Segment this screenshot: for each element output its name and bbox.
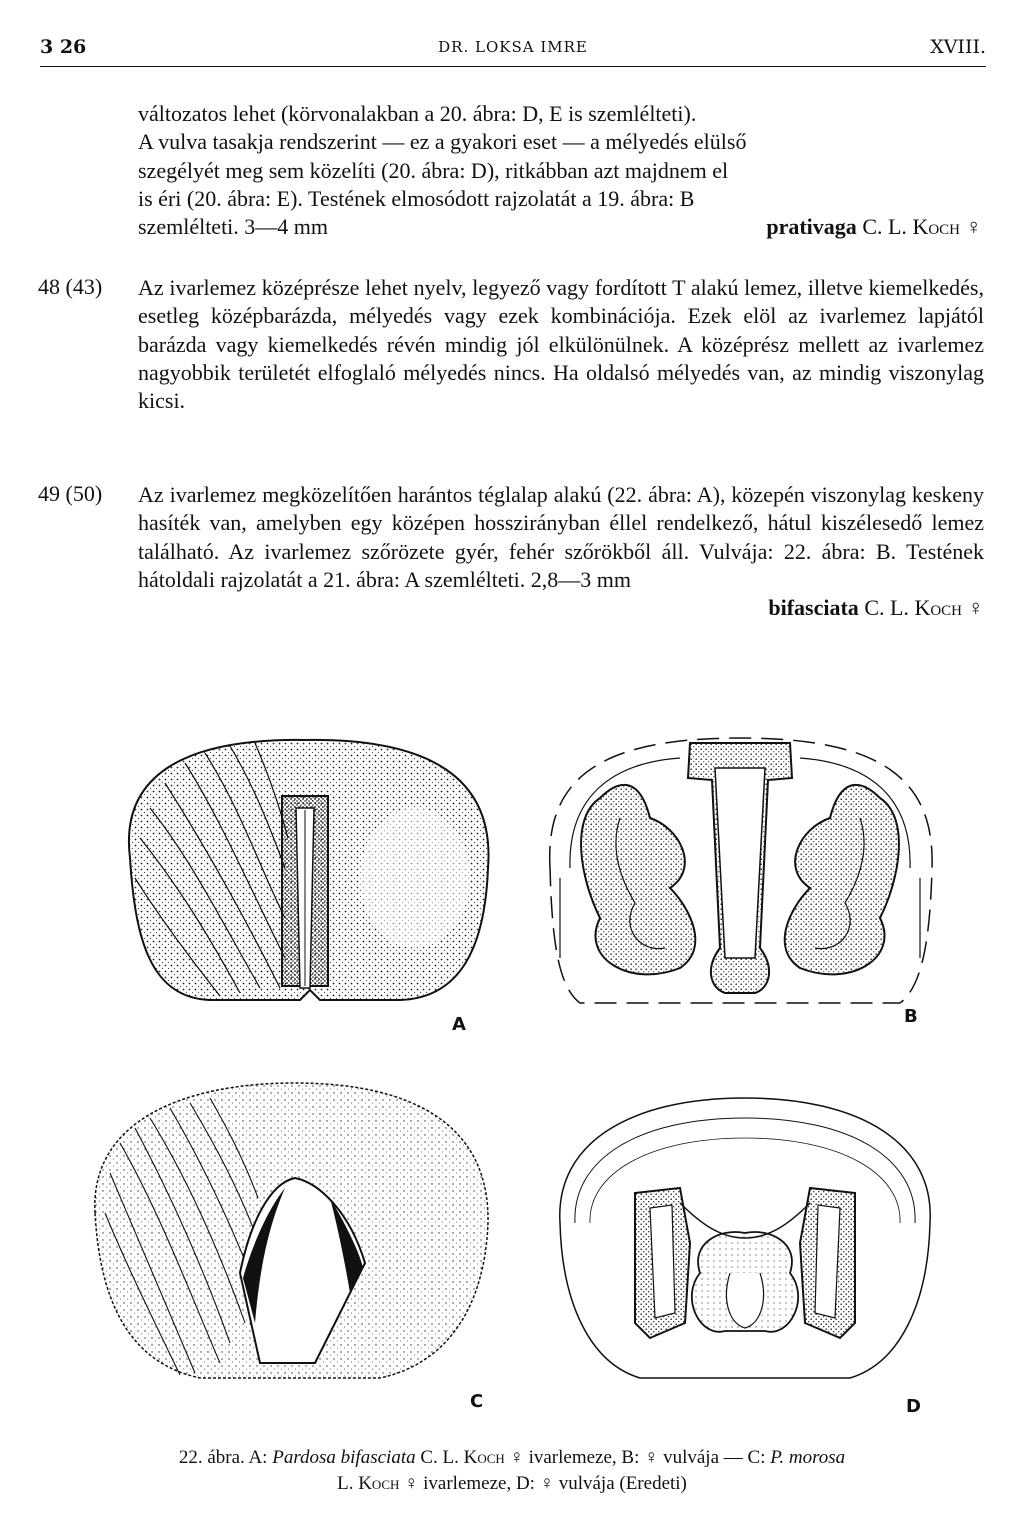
species-author: C. L. (864, 595, 909, 621)
sex-symbol: ♀ (967, 595, 984, 621)
text-line-last (138, 213, 982, 241)
size-text: szemlélteti. 3—4 mm (138, 214, 329, 240)
text-line: változatos lehet (körvonalakban a 20. ábra: D, E is szemlélteti). (138, 101, 697, 126)
page-header (40, 36, 986, 62)
caption-line (40, 1471, 984, 1497)
figure-caption (40, 1445, 984, 1497)
species-name: prativaga (766, 214, 857, 240)
key-paragraph: Az ivarlemez középrésze lehet nyelv, legyező vagy fordított T alakú lemez, illetve kiemelkedés, esetleg középbarázda, mélyedés vagy ezek kombinációja. Ezek elöl az ivarlemez lapjától barázda vagy kiemelkedés révén mindig jól elkülönülnek. A középrész mellett az ivarlemez nagyobbik területét elfoglaló mélyedés nincs. Ha oldalsó mélyedés van, az mindig viszonylag kicsi. (138, 275, 984, 414)
species-author-koch: Koch (914, 595, 962, 621)
species-entry (766, 213, 982, 241)
chapter-number: XVIII. (930, 36, 986, 58)
figure-a-drawing (110, 718, 500, 1018)
species-name: bifasciata (768, 595, 859, 621)
caption-species: P. morosa (770, 1447, 846, 1468)
caption-text: C. L. (420, 1447, 459, 1468)
header-rule (40, 66, 986, 67)
caption-text: L. (337, 1473, 354, 1494)
figure-c-drawing (80, 1063, 500, 1393)
species-entry (138, 594, 984, 622)
page-number: 3 26 (40, 36, 87, 58)
caption-text: ♀ ivarlemeze, B: ♀ vulvája — C: (509, 1447, 766, 1468)
paragraph-continuation (138, 100, 982, 241)
figure-22 (80, 718, 960, 1438)
key-paragraph (138, 481, 984, 622)
figure-label-c: C (470, 1391, 484, 1412)
caption-author: Koch (358, 1473, 400, 1494)
text-line: is éri (20. ábra: E). Testének elmosódott rajzolatát a 19. ábra: B (138, 185, 695, 211)
text-line: A vulva tasakja rendszerint — ez a gyakori eset — a mélyedés elülső (138, 129, 747, 155)
caption-text: ♀ ivarlemeze, D: ♀ vulvája (Eredeti) (404, 1473, 687, 1494)
figure-label-b: B (904, 1006, 918, 1027)
figure-label-d: D (906, 1396, 921, 1417)
species-author: C. L. (862, 214, 907, 240)
caption-line (40, 1445, 984, 1471)
figure-b-drawing (540, 718, 940, 1018)
key-number: 49 (50) (38, 481, 103, 506)
sex-symbol: ♀ (965, 214, 982, 240)
caption-species: Pardosa bifasciata (272, 1447, 416, 1468)
running-author: DR. LOKSA IMRE (438, 38, 588, 56)
figure-d-drawing (550, 1073, 940, 1393)
species-author-koch: Koch (912, 214, 960, 240)
caption-text: 22. ábra. A: (178, 1447, 268, 1468)
caption-author: Koch (463, 1447, 505, 1468)
key-number: 48 (43) (38, 274, 103, 299)
figure-label-a: A (452, 1014, 466, 1035)
paragraph-text: Az ivarlemez megközelítően harántos téglalap alakú (22. ábra: A), közepén viszonylag keskeny hasíték van, amelyben egy középen hosszirányban éllel rendelkező, hátul kiszélesedő lemez található. Az ivarlemez szőrözete gyér, fehér szőrökből áll. Vulvája: 22. ábra: B. Testének hátoldali rajzolatát a 21. ábra: A szemlélteti. 2,8—3 mm (138, 482, 984, 592)
text-line: szegélyét meg sem közelíti (20. ábra: D), ritkábban azt majdnem el (138, 157, 729, 183)
